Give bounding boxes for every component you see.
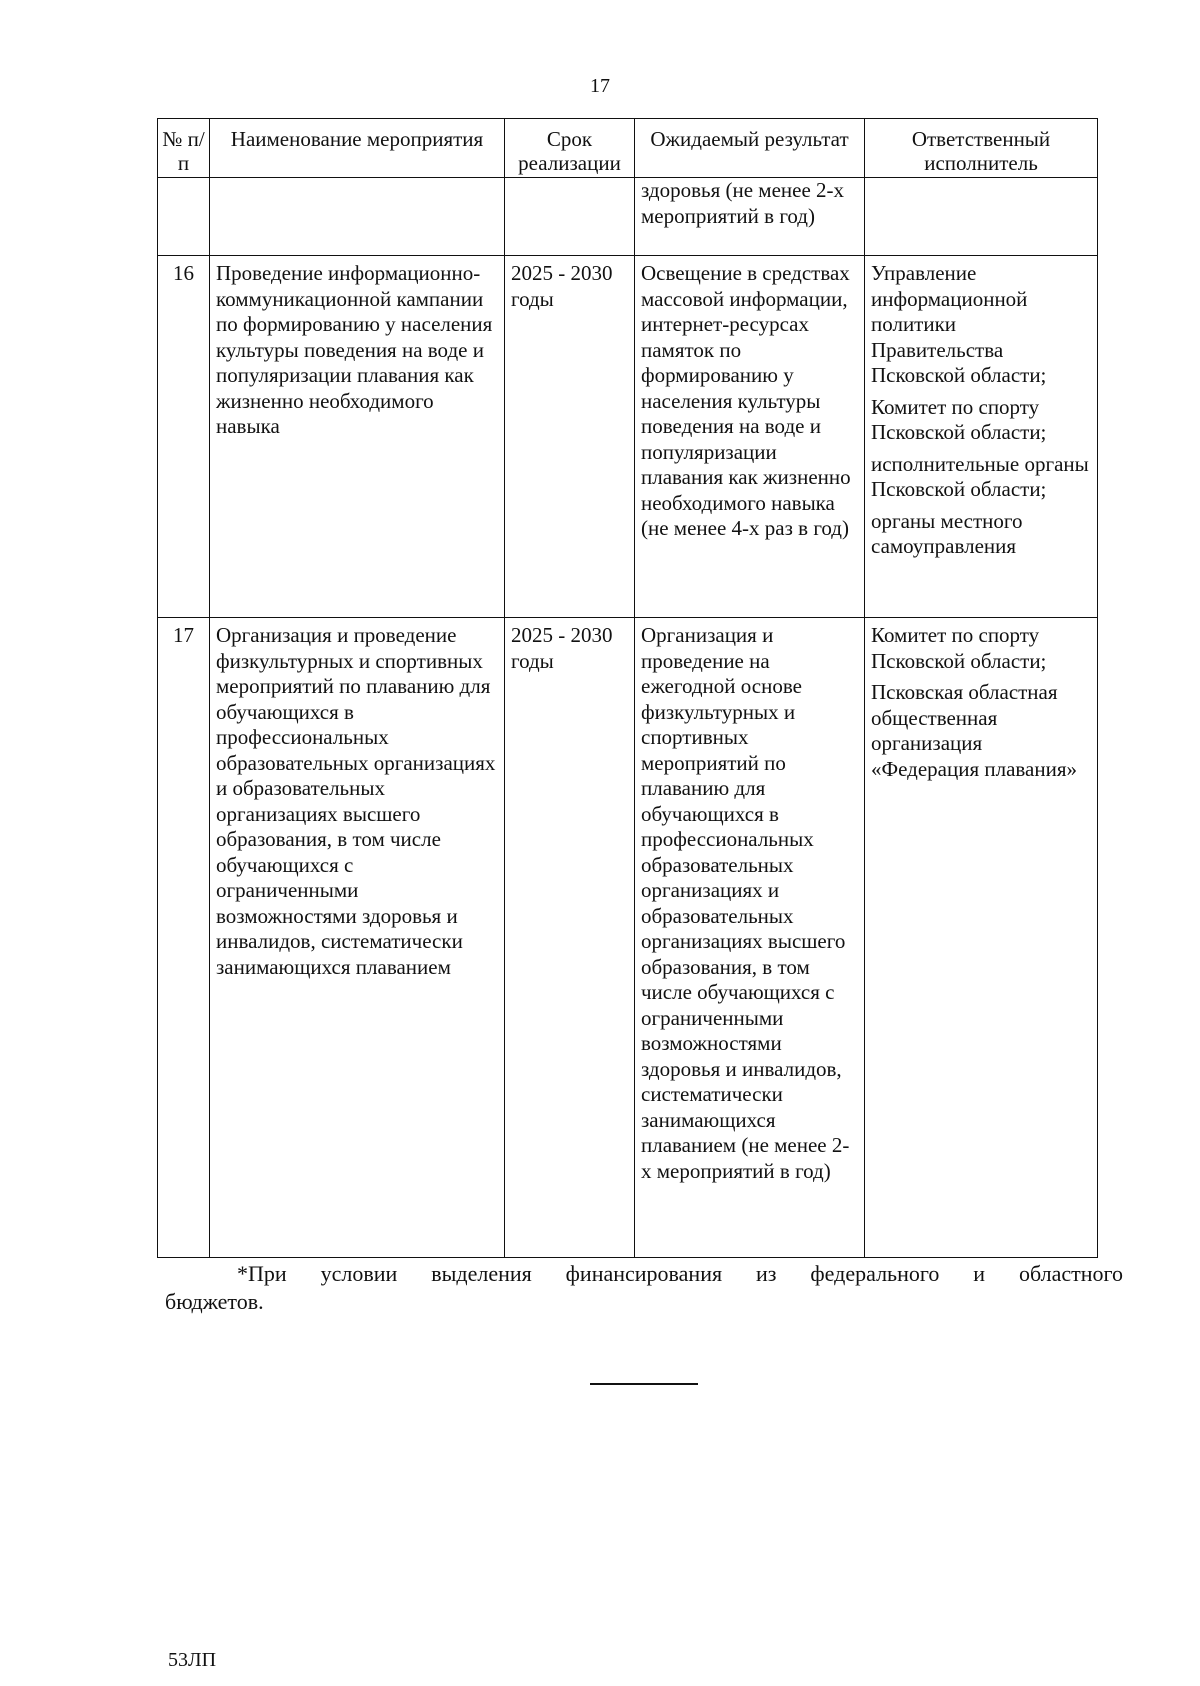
cell-executor [865,256,1098,618]
cell-executor [865,618,1098,1258]
header-name: Наименование мероприятия [210,119,505,178]
cell-result: Освещение в средствах массовой информации, интернет-ресурсах памяток по формированию у населения культуры поведения на воде и популяризации плавания как жизненно необходимого навыка (не менее 4-х раз в год) [635,256,865,618]
table-row [158,618,1098,1258]
executor-entry: Комитет по спорту Псковской области; [871,394,1047,444]
cell-num [158,178,210,256]
cell-term [505,178,635,256]
executor-entry: органы местного самоуправления [871,508,1023,558]
cell-result: Организация и проведение на ежегодной основе физкультурных и спортивных мероприятий по плаванию для обучающихся в профессиональных образовательных организациях и образовательных организациях высшего образования, в том числе обучающихся с ограниченными возможностями здоровья и инвалидов, систематически занимающихся плаванием (не менее 2-х мероприятий в год) [635,618,865,1258]
footnote-line: бюджетов. [165,1289,264,1314]
executor-entry: исполнительные органы Псковской области; [871,451,1089,501]
header-num: № п/п [158,119,210,178]
footnote [165,1260,1123,1316]
table-row [158,256,1098,618]
table-row-continuation [158,178,1098,256]
header-result: Ожидаемый результат [635,119,865,178]
executor-entry: Управление информационной политики Правительства Псковской области; [871,261,1047,387]
activities-table [157,118,1098,1258]
cell-result: здоровья (не менее 2-х мероприятий в год) [635,178,865,256]
table-header-row [158,119,1098,178]
cell-executor [865,178,1098,256]
cell-name: Проведение информационно-коммуникационной кампании по формированию у населения культуры поведения на воде и популяризации плавания как жизненно необходимого навыка [210,256,505,618]
cell-num: 16 [158,256,210,618]
end-divider [590,1383,698,1385]
header-executor: Ответственный исполнитель [865,119,1098,178]
cell-name [210,178,505,256]
cell-term: 2025 - 2030 годы [505,256,635,618]
footnote-line: *При условии выделения финансирования из федерального и областного [237,1261,1123,1286]
header-term: Срок реализации [505,119,635,178]
executor-entry: Комитет по спорту Псковской области; [871,623,1047,673]
document-code: 53ЛП [168,1649,217,1671]
page-number: 17 [590,75,610,97]
cell-name: Организация и проведение физкультурных и спортивных мероприятий по плаванию для обучающихся в профессиональных образовательных организациях и образовательных организациях высшего образования, в том числе обучающихся с ограниченными возможностями здоровья и инвалидов, систематически занимающихся плаванием [210,618,505,1258]
cell-term: 2025 - 2030 годы [505,618,635,1258]
cell-num: 17 [158,618,210,1258]
executor-entry: Псковская областная общественная организация «Федерация плавания» [871,680,1077,781]
